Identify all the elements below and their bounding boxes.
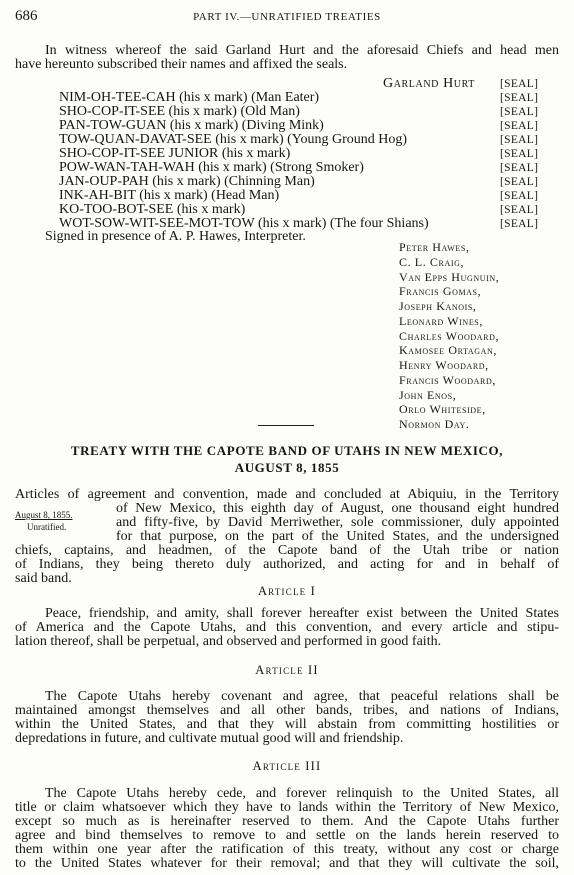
seal-mark: [SEAL]: [500, 92, 539, 104]
article-1-line-1: Peace, friendship, and amity, shall forever hereafter exist between the United States: [45, 606, 559, 621]
witness-name: Francis Woodard,: [399, 372, 496, 387]
witness-name: John Enos,: [399, 387, 457, 402]
treaty-title-line-2: AUGUST 8, 1855: [234, 460, 340, 475]
signer-name: SHO-COP-IT-SEE JUNIOR (his x mark): [59, 146, 291, 161]
presence-line: Signed in presence of A. P. Hawes, Interpreter.: [45, 229, 306, 244]
seal-mark: [SEAL]: [500, 190, 539, 202]
witness-name: Peter Hawes,: [399, 240, 470, 254]
seal-mark: [SEAL]: [500, 78, 539, 90]
article-3-line-3: except so much as is hereinafter reserved to them. And the Capote Utahs further: [15, 814, 559, 829]
margin-status: Unratified.: [27, 522, 67, 532]
page-header: [15, 8, 559, 28]
article-2-heading: Article II: [255, 663, 319, 677]
seal-mark: [SEAL]: [500, 134, 539, 146]
article-2-line-1: The Capote Utahs hereby covenant and agree, that peaceful relations shall be: [45, 689, 559, 704]
witness-name: Kamosee Ortagan,: [399, 343, 498, 358]
signer-name: INK-AH-BIT (his x mark) (Head Man): [59, 188, 280, 203]
garland-hurt-signature: Garland Hurt: [383, 76, 475, 91]
running-title: PART IV.—UNRATIFIED TREATIES: [193, 11, 381, 23]
preamble-line-2: of New Mexico, this eighth day of August, one thousand eight hundred: [116, 501, 559, 516]
witness-name: Leonard Wines,: [399, 313, 483, 328]
article-3-line-1: The Capote Utahs hereby cede, and forever relinquish to the United States, all: [45, 786, 559, 801]
article-2-line-2: maintained amongst themselves and all other bands, tribes, and nations of Indians,: [15, 703, 559, 718]
witness-name: Joseph Kanois,: [399, 299, 477, 313]
signer-name: TOW-QUAN-DAVAT-SEE (his x mark) (Young Ground Hog): [59, 132, 408, 147]
preamble-line-5: chiefs, captains, and headmen, of the Capote band of the Utah tribe or nation: [15, 543, 559, 558]
witness-name: C. L. Craig,: [399, 254, 465, 269]
seal-mark: [SEAL]: [500, 148, 539, 160]
witness-name: Normon Day.: [399, 417, 470, 431]
seal-mark: [SEAL]: [500, 162, 539, 174]
seal-mark: [SEAL]: [500, 204, 539, 216]
preamble-line-6: of Indians, they being thereto duly authorized, and acting for and in behalf of: [15, 557, 559, 572]
article-1-line-2: of America and the Capote Utahs, and this convention, and every article and stipu-: [15, 620, 559, 635]
treaty-title-line-1: TREATY WITH THE CAPOTE BAND OF UTAHS IN NEW MEXICO,: [70, 443, 504, 458]
seal-mark: [SEAL]: [500, 106, 539, 118]
witness-intro-line-1: In witness whereof the said Garland Hurt and the aforesaid Chiefs and head men: [45, 43, 559, 58]
witness-name: Orlo Whiteside,: [399, 402, 486, 417]
signer-name: POW-WAN-TAH-WAH (his x mark) (Strong Smoker): [59, 160, 364, 175]
article-3-line-5: them within one year after the ratification of this treaty, without any cost or charge: [15, 842, 559, 857]
signer-name: SHO-COP-IT-SEE (his x mark) (Old Man): [59, 104, 300, 119]
witness-name: Charles Woodard,: [399, 328, 500, 343]
preamble-line-7: said band.: [15, 571, 72, 586]
preamble-line-3: and fifty-five, by David Merriwether, sole commissioner, duly appointed: [116, 515, 559, 530]
witness-intro-line-2: have hereunto subscribed their names and affixed the seals.: [15, 57, 348, 72]
seal-mark: [SEAL]: [500, 218, 539, 230]
witness-name: Francis Gomas,: [399, 284, 482, 299]
article-2-line-3: within the United States, and that they will abstain from committing hostilities or: [15, 717, 559, 732]
signer-name: WOT-SOW-WIT-SEE-MOT-TOW (his x mark) (The four Shians): [59, 216, 429, 231]
witness-name: Van Epps Hugnuin,: [399, 269, 500, 284]
margin-date: August 8, 1855.: [15, 510, 73, 520]
signer-name: PAN-TOW-GUAN (his x mark) (Diving Mink): [59, 118, 324, 133]
preamble-line-4: for that purpose, on the part of the United States, and the undersigned: [116, 529, 559, 544]
signer-name: JAN-OUP-PAH (his x mark) (Chinning Man): [59, 174, 315, 189]
signer-name: NIM-OH-TEE-CAH (his x mark) (Man Eater): [59, 90, 320, 105]
article-1-heading: Article I: [257, 584, 317, 598]
section-divider: [258, 425, 314, 426]
seal-mark: [SEAL]: [500, 176, 539, 188]
signer-name: KO-TOO-BOT-SEE (his x mark): [59, 202, 246, 217]
article-1-line-3: lation thereof, shall be perpetual, and observed and performed in good faith.: [15, 634, 442, 649]
article-2-line-4: depredations in future, and cultivate mutual good will and friendship.: [15, 731, 404, 746]
witness-name: Henry Woodard,: [399, 358, 489, 372]
article-3-line-6: to the United States whatever for their removal; and that they will cultivate the soil,: [15, 856, 559, 871]
article-3-heading: Article III: [252, 759, 322, 773]
seal-mark: [SEAL]: [500, 120, 539, 132]
article-3-line-4: agree and bind themselves to remove to and settle on the lands herein reserved to: [15, 828, 559, 843]
preamble-line-1: Articles of agreement and convention, made and concluded at Abiquiu, in the Territory: [15, 487, 559, 502]
page-number: 686: [15, 8, 38, 24]
article-3-line-2: title or claim whatsoever which they have to lands within the Territory of New Mexico,: [15, 800, 559, 815]
